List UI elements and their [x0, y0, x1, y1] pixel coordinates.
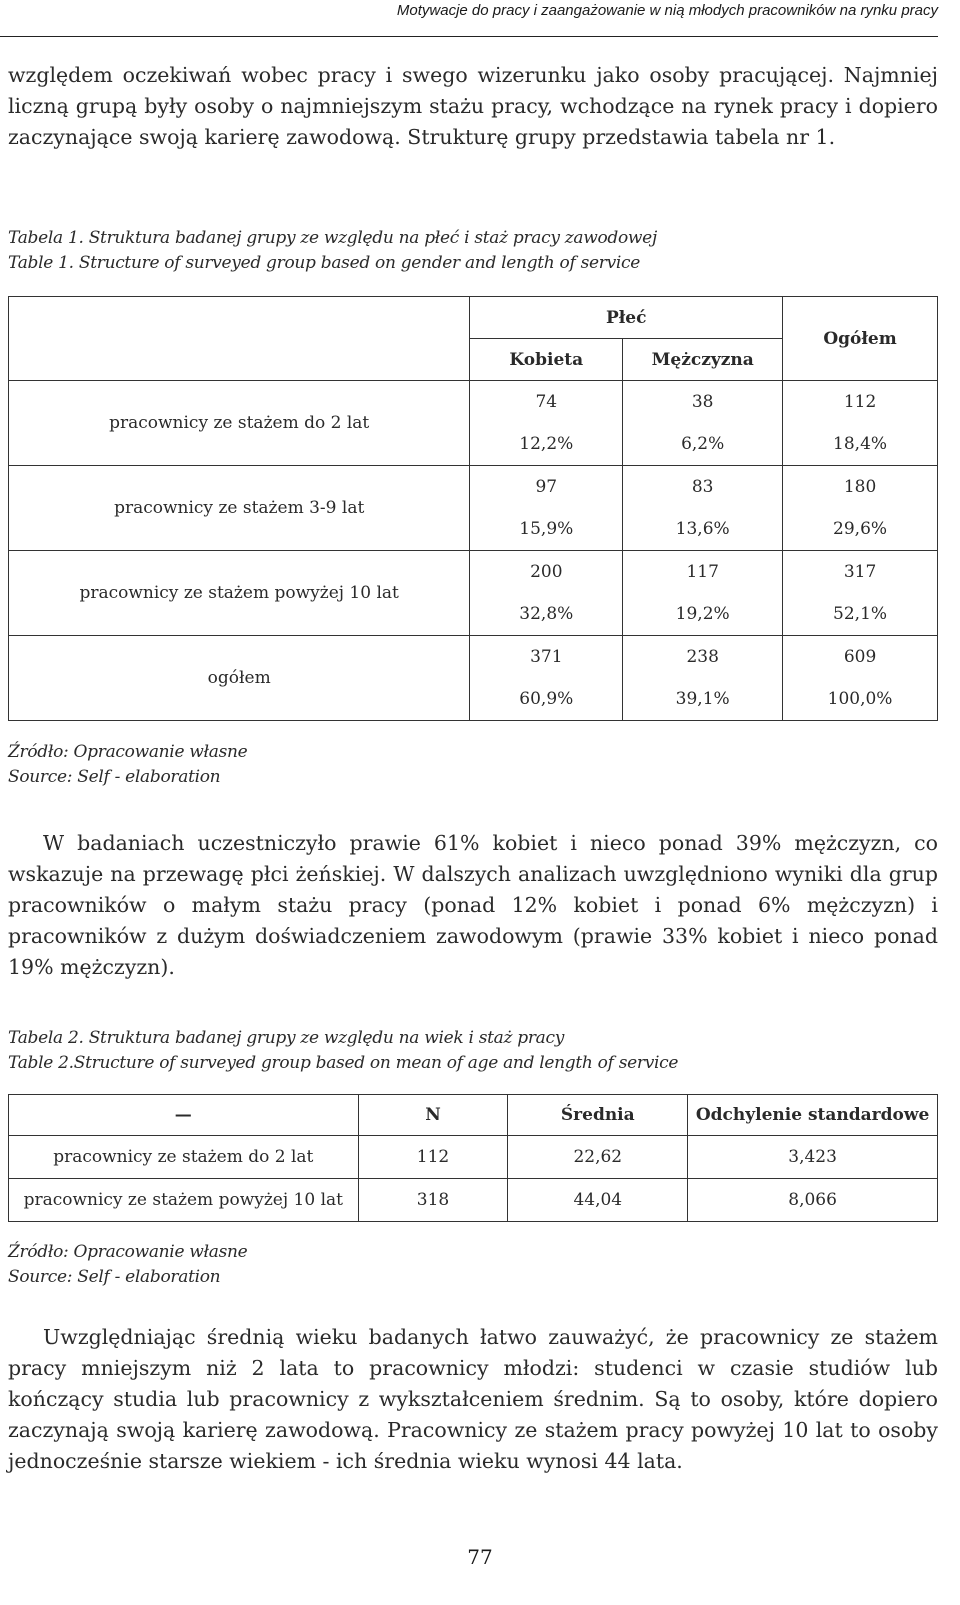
paragraph-results: W badaniach uczestniczyło prawie 61% kobiet i nieco ponad 39% mężczyzn, co wskazuje na przewagę płci żeńskiej. W dalszych analizach uwzględniono wyniki dla grup pracowników o małym stażu pracy (ponad 12% kobiet i ponad 6% mężczyzn) i pracowników z dużym doświadczeniem zawodowym (prawie 33% kobiet i nieco ponad 19% mężczyzn). — [8, 831, 938, 979]
cell-men-pct: 19,2% — [623, 593, 783, 636]
page-number: 77 — [467, 1545, 493, 1569]
cell-n: 318 — [358, 1179, 508, 1222]
table-row — [9, 1136, 938, 1179]
table2-header-sd: Odchylenie standardowe — [688, 1095, 938, 1136]
cell-total-pct: 18,4% — [783, 423, 938, 466]
cell-women-pct: 12,2% — [470, 423, 623, 466]
table1-corner-cell — [9, 297, 470, 381]
row-label: pracownicy ze stażem do 2 lat — [9, 1136, 359, 1179]
table1-header-gender: Płeć — [470, 297, 783, 339]
table2-header-mean: Średnia — [508, 1095, 688, 1136]
table1-header-men: Mężczyzna — [623, 339, 783, 381]
row-label: pracownicy ze stażem powyżej 10 lat — [9, 551, 470, 636]
table-row — [9, 466, 938, 509]
table2-source-pl: Źródło: Opracowanie własne — [8, 1242, 248, 1262]
cell-men-count: 38 — [623, 381, 783, 424]
cell-men-count: 117 — [623, 551, 783, 594]
cell-men-pct: 39,1% — [623, 678, 783, 721]
cell-total-count: 180 — [783, 466, 938, 509]
cell-women-pct: 15,9% — [470, 508, 623, 551]
cell-women-pct: 60,9% — [470, 678, 623, 721]
cell-total-count: 317 — [783, 551, 938, 594]
table2-caption — [8, 1026, 938, 1076]
table-age-seniority — [8, 1094, 938, 1222]
cell-men-count: 238 — [623, 636, 783, 679]
table2-header-blank: — — [9, 1095, 359, 1136]
cell-women-count: 74 — [470, 381, 623, 424]
row-label: pracownicy ze stażem 3-9 lat — [9, 466, 470, 551]
cell-total-count: 112 — [783, 381, 938, 424]
table1-caption-en: Table 1. Structure of surveyed group based on gender and length of service — [8, 253, 641, 273]
cell-women-count: 97 — [470, 466, 623, 509]
table2-source — [8, 1240, 608, 1290]
table1-caption — [8, 226, 938, 276]
paragraph-intro: względem oczekiwań wobec pracy i swego wizerunku jako osoby pracującej. Najmniej liczną grupą były osoby o najmniejszym stażu pracy, wchodzące na rynek pracy i dopiero zaczynające swoją karierę zawodową. Strukturę grupy przedstawia tabela nr 1. — [8, 63, 938, 149]
table1-header-total: Ogółem — [783, 297, 938, 381]
table2-header-n: N — [358, 1095, 508, 1136]
cell-men-pct: 6,2% — [623, 423, 783, 466]
row-label: pracownicy ze stażem powyżej 10 lat — [9, 1179, 359, 1222]
running-title: Motywacje do pracy i zaangażowanie w nią młodych pracowników na rynku pracy — [396, 2, 938, 19]
cell-total-pct: 52,1% — [783, 593, 938, 636]
cell-women-pct: 32,8% — [470, 593, 623, 636]
table-gender-seniority — [8, 296, 938, 721]
cell-sd: 8,066 — [688, 1179, 938, 1222]
cell-women-count: 200 — [470, 551, 623, 594]
cell-total-count: 609 — [783, 636, 938, 679]
cell-sd: 3,423 — [688, 1136, 938, 1179]
cell-women-count: 371 — [470, 636, 623, 679]
table2-caption-pl: Tabela 2. Struktura badanej grupy ze względu na wiek i staż pracy — [8, 1028, 565, 1048]
cell-men-count: 83 — [623, 466, 783, 509]
row-label: ogółem — [9, 636, 470, 721]
table2-source-en: Source: Self - elaboration — [8, 1267, 221, 1287]
cell-mean: 44,04 — [508, 1179, 688, 1222]
paragraph-discussion: Uwzględniając średnią wieku badanych łatwo zauważyć, że pracownicy ze stażem pracy mniejszym niż 2 lata to pracownicy młodzi: studenci w czasie studiów lub kończący studia lub pracownicy z wykształceniem średnim. Są to osoby, które dopiero zaczynają swoją karierę zawodową. Pracownicy ze stażem pracy powyżej 10 lat to osoby jednocześnie starsze wiekiem - ich średnia wieku wynosi 44 lata. — [8, 1325, 938, 1473]
table-row — [9, 636, 938, 679]
table1-source-en: Source: Self - elaboration — [8, 767, 221, 787]
row-label: pracownicy ze stażem do 2 lat — [9, 381, 470, 466]
table1-caption-pl: Tabela 1. Struktura badanej grupy ze względu na płeć i staż pracy zawodowej — [8, 228, 657, 248]
table1-source — [8, 740, 608, 790]
table-row — [9, 551, 938, 594]
table2-caption-en: Table 2.Structure of surveyed group based on mean of age and length of service — [8, 1053, 679, 1073]
table-row — [9, 1179, 938, 1222]
cell-total-pct: 29,6% — [783, 508, 938, 551]
cell-total-pct: 100,0% — [783, 678, 938, 721]
table1-header-women: Kobieta — [470, 339, 623, 381]
table-row — [9, 381, 938, 424]
cell-mean: 22,62 — [508, 1136, 688, 1179]
running-header — [0, 0, 938, 37]
table1-source-pl: Źródło: Opracowanie własne — [8, 742, 248, 762]
cell-n: 112 — [358, 1136, 508, 1179]
cell-men-pct: 13,6% — [623, 508, 783, 551]
